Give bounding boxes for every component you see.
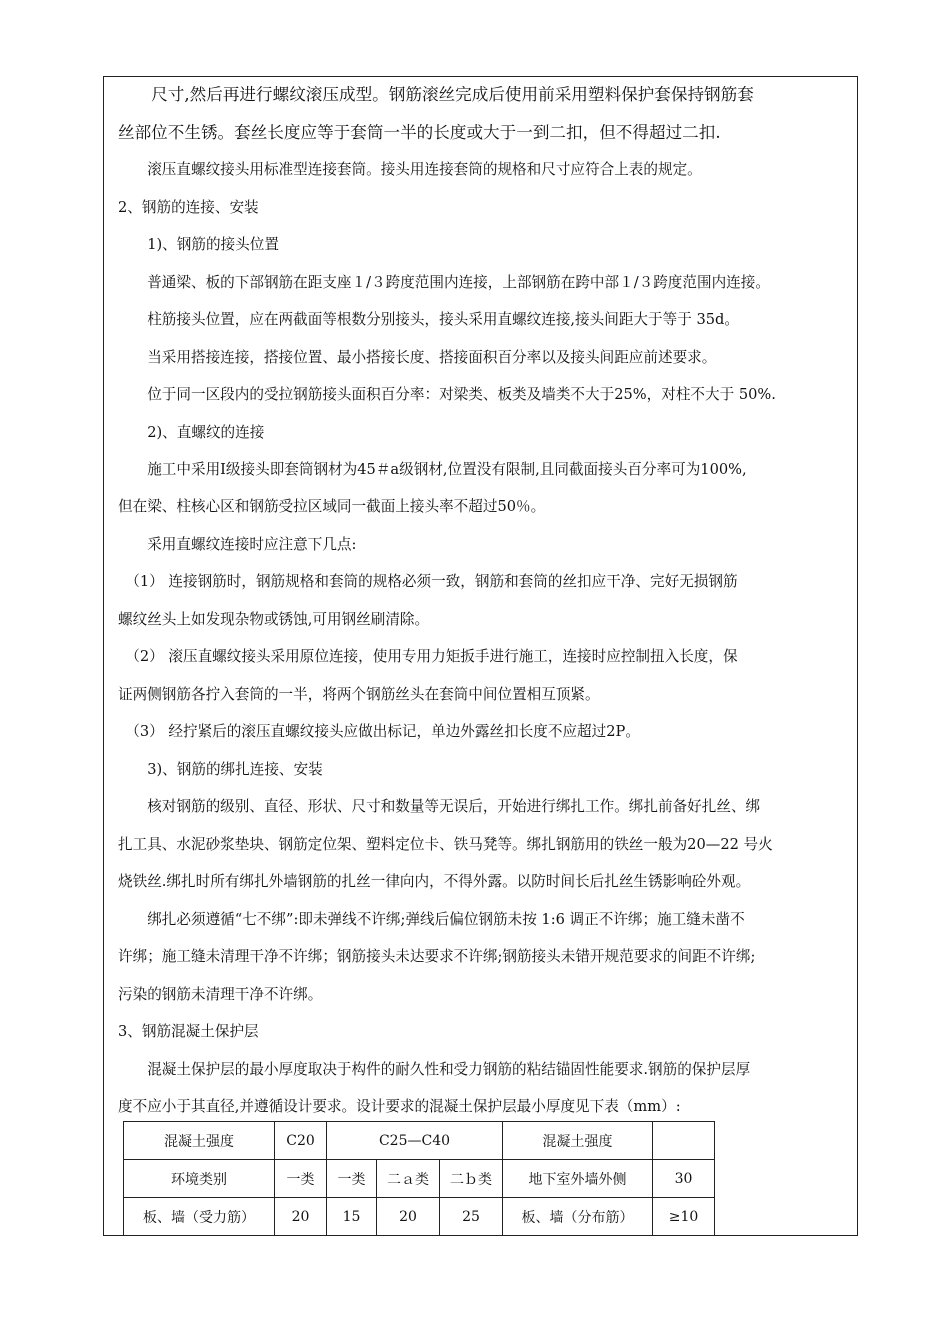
- table-cell: 混凝土强度: [124, 1122, 275, 1160]
- table-cell: 20: [377, 1198, 440, 1236]
- table-cell: 15: [327, 1198, 377, 1236]
- text-line: 扎工具、水泥砂浆垫块、钢筋定位架、塑料定位卡、铁马凳等。绑扎钢筋用的铁丝一般为20—22 号火: [118, 836, 773, 853]
- text-line: 当采用搭接连接，搭接位置、最小搭接长度、搭接面积百分率以及接头间距应前述要求。: [118, 349, 717, 366]
- table-row: [124, 1198, 715, 1236]
- text-line: 柱筋接头位置，应在两截面等根数分别接头，接头采用直螺纹连接,接头间距大于等于 35d。: [118, 311, 739, 328]
- text-line: 采用直螺纹连接时应注意下几点:: [118, 536, 357, 553]
- table-cell: 混凝土强度: [503, 1122, 653, 1160]
- text-line: 许绑；施工缝未清理干净不许绑；钢筋接头未达要求不许绑;钢筋接头未错开规范要求的间距不许绑;: [118, 948, 756, 965]
- table-cell: 板、墙（分布筋）: [503, 1198, 653, 1236]
- text-line: 污染的钢筋未清理干净不许绑。: [118, 986, 323, 1003]
- text-line: 尺寸,然后再进行螺纹滚压成型。钢筋滚丝完成后使用前采用塑料保护套保持钢筋套: [118, 85, 754, 104]
- table-cell: [653, 1122, 715, 1160]
- table-cell: 二ｂ类: [440, 1160, 503, 1198]
- table-cell: 地下室外墙外侧: [503, 1160, 653, 1198]
- table-cell: 30: [653, 1160, 715, 1198]
- cover-thickness-table: [123, 1121, 715, 1236]
- section-heading: 2、钢筋的连接、安装: [118, 199, 259, 216]
- text-line: 位于同一区段内的受拉钢筋接头面积百分率：对梁类、板类及墙类不大于25%，对柱不大于 50%.: [118, 386, 776, 403]
- table-cell: 一类: [327, 1160, 377, 1198]
- subsection-heading: 3)、钢筋的绑扎连接、安装: [118, 761, 323, 778]
- text-line: （3） 经拧紧后的滚压直螺纹接头应做出标记，单边外露丝扣长度不应超过2P。: [118, 723, 640, 740]
- subsection-heading: 2)、直螺纹的连接: [118, 424, 265, 441]
- table-cell: C20: [275, 1122, 327, 1160]
- text-line: （1） 连接钢筋时，钢筋规格和套筒的规格必须一致，钢筋和套筒的丝扣应干净、完好无损钢筋: [118, 573, 738, 590]
- text-line: 螺纹丝头上如发现杂物或锈蚀,可用钢丝刷清除。: [118, 611, 430, 628]
- text-line: （2） 滚压直螺纹接头采用原位连接，使用专用力矩扳手进行施工，连接时应控制扭入长度，保: [118, 648, 738, 665]
- text-line: 混凝土保护层的最小厚度取决于构件的耐久性和受力钢筋的粘结锚固性能要求.钢筋的保护层厚: [118, 1061, 751, 1078]
- text-line: 普通梁、板的下部钢筋在距支座１/３跨度范围内连接，上部钢筋在跨中部１/３跨度范围内连接。: [118, 274, 770, 291]
- text-line: 施工中采用Ⅰ级接头即套筒钢材为45＃a级钢材,位置没有限制,且同截面接头百分率可为100%,: [118, 461, 747, 478]
- table-cell: C25—C40: [327, 1122, 503, 1160]
- table-cell: 一类: [275, 1160, 327, 1198]
- text-line: 核对钢筋的级别、直径、形状、尺寸和数量等无误后，开始进行绑扎工作。绑扎前备好扎丝、绑: [118, 798, 761, 815]
- table-cell: ≥10: [653, 1198, 715, 1236]
- text-line: 证两侧钢筋各拧入套筒的一半，将两个钢筋丝头在套筒中间位置相互顶紧。: [118, 686, 600, 703]
- table-row: [124, 1160, 715, 1198]
- table-row: [124, 1122, 715, 1160]
- text-line: 度不应小于其直径,并遵循设计要求。设计要求的混凝土保护层最小厚度见下表（mm）:: [118, 1098, 681, 1115]
- text-line: 烧铁丝.绑扎时所有绑扎外墙钢筋的扎丝一律向内，不得外露。以防时间长后扎丝生锈影响砼外观。: [118, 873, 751, 890]
- text-line: 绑扎必须遵循“七不绑”:即未弹线不许绑;弹线后偏位钢筋未按 1:6 调正不许绑；施工缝未凿不: [118, 911, 745, 928]
- text-line: 丝部位不生锈。套丝长度应等于套筒一半的长度或大于一到二扣，但不得超过二扣.: [118, 123, 721, 142]
- table-cell: 25: [440, 1198, 503, 1236]
- subsection-heading: 1)、钢筋的接头位置: [118, 236, 279, 253]
- text-line: 但在梁、柱核心区和钢筋受拉区域同一截面上接头率不超过50％。: [118, 498, 546, 515]
- text-line: 滚压直螺纹接头用标准型连接套筒。接头用连接套筒的规格和尺寸应符合上表的规定。: [118, 161, 702, 178]
- table-cell: 板、墙（受力筋）: [124, 1198, 275, 1236]
- section-heading: 3、钢筋混凝土保护层: [118, 1023, 259, 1040]
- table-cell: 环境类别: [124, 1160, 275, 1198]
- table-cell: 二ａ类: [377, 1160, 440, 1198]
- table-cell: 20: [275, 1198, 327, 1236]
